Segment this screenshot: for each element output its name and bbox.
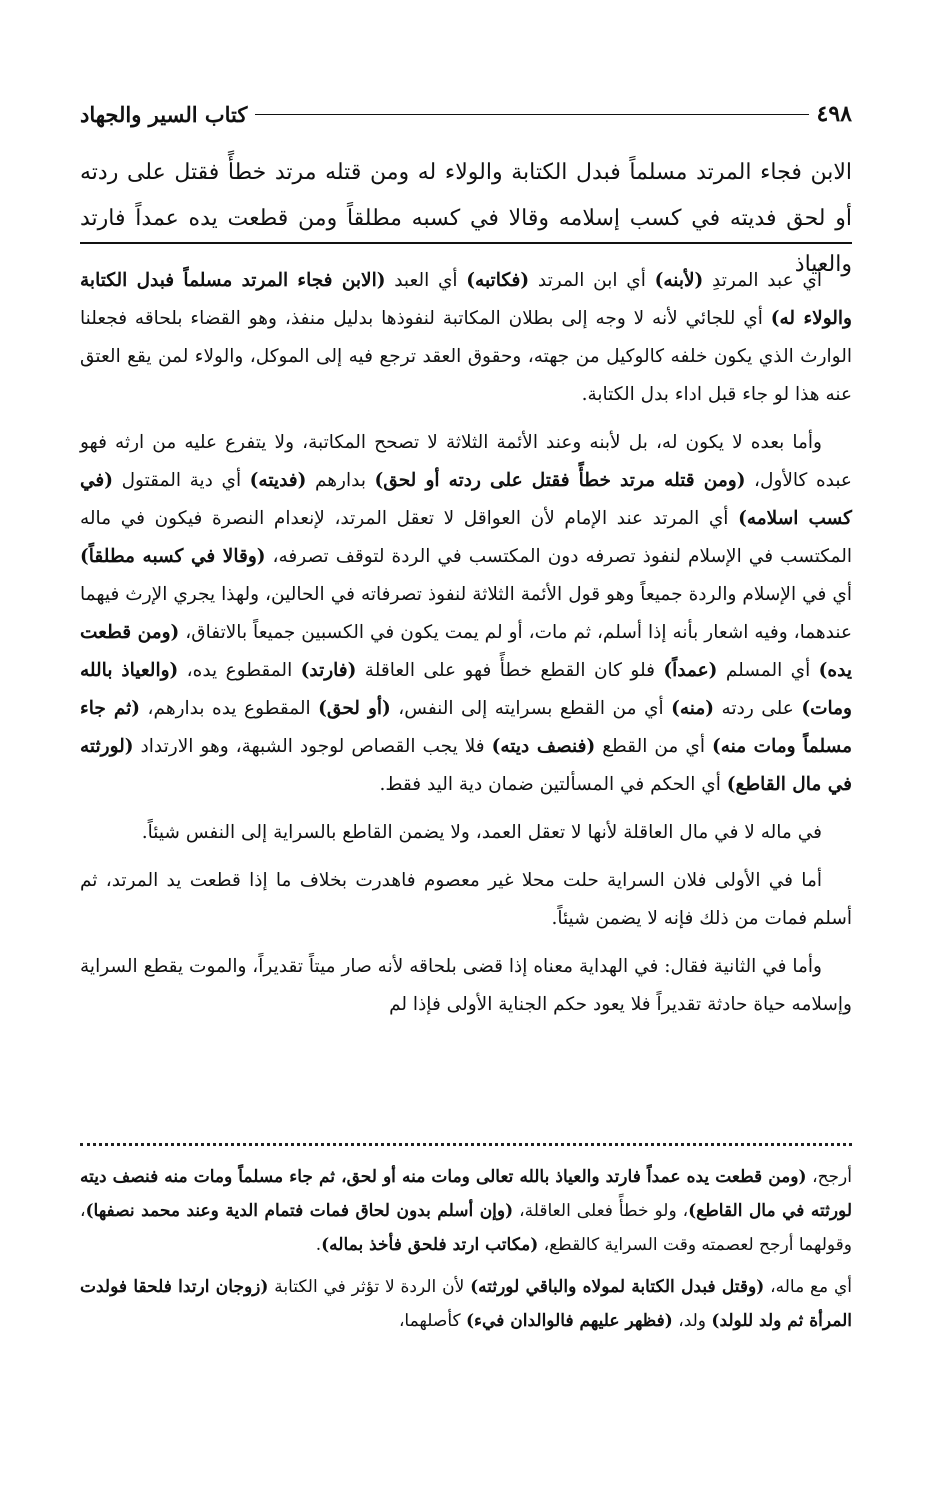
page-header (80, 94, 852, 134)
text-run: أرجح، (806, 1167, 852, 1187)
text-run: ولد، (672, 1311, 712, 1331)
commentary-paragraph-5: وأما في الثانية فقال: في الهداية معناه إذا قضى بلحاقه لأنه صار ميتاً تقديراً، والموت يقطع السراية وإسلامه حياة حادثة تقديراً فلا يعود حكم الجناية الأولى فإذا لم (80, 956, 852, 1015)
text-run: أي ابن المرتد (529, 270, 655, 291)
text-run: أي من القطع بسرايته إلى النفس، (390, 698, 672, 719)
text-run: المقطوع يده بدارهم، (140, 698, 319, 719)
commentary-paragraph-3: في ماله لا في مال العاقلة لأنها لا تعقل العمد، ولا يضمن القاطع بالسراية إلى النفس شيئاً. (141, 822, 822, 843)
text-run: . (315, 1235, 322, 1255)
text-run: أي المسلم (717, 660, 819, 681)
bold-phrase: (فكاتبه) (466, 270, 530, 291)
text-run: فلو كان القطع خطأً فهو على العاقلة (356, 660, 664, 681)
text-run: أي الحكم في المسألتين ضمان دية اليد فقط. (379, 774, 727, 795)
text-run: بدارهم (306, 470, 375, 491)
note-paragraph-2 (80, 1270, 852, 1338)
bold-phrase: (فارتد) (300, 660, 357, 681)
text-run: ، وقولهما أرجح لعصمته وقت السراية كالقطع، (80, 1201, 852, 1255)
margin-notes (80, 1160, 852, 1346)
bold-phrase: (لأبنه) (654, 270, 704, 291)
bold-phrase: (فظهر عليهم فالوالدان فيء) (466, 1311, 673, 1331)
text-run: فلا يجب القصاص لوجود الشبهة، وهو الارتداد (133, 736, 492, 757)
book-title: كتاب السير والجهاد (80, 101, 248, 127)
bold-phrase: (ومن قطعت يده) (80, 622, 852, 681)
text-run: أي للجائي لأنه لا وجه إلى بطلان المكاتبة لنفوذها بدليل منفذ، وهو القضاء بلحاقه فجعلنا الوارث الذي يكون خلفه كالوكيل من جهته، وحقوق العقد ترجع فيه إلى الموكل، والولاء لمن يقع العتق عنه هذا لو جاء قبل اداء بدل الكتابة. (80, 308, 852, 405)
bold-phrase: (ومن قطعت يده عمداً فارتد والعياذ بالله تعالى ومات منه أو لحق، ثم جاء مسلماً ومات منه فنصف ديته لورثته في مال القاطع) (80, 1167, 853, 1221)
text-run: على ردته (714, 698, 802, 719)
page-number: ٤٩٨ (816, 101, 852, 127)
bold-phrase: (منه) (671, 698, 715, 719)
text-run: أي من القطع (595, 736, 712, 757)
text-run: وأما بعده لا يكون له، بل لأبنه وعند الأئمة الثلاثة لا تصحح المكاتبة، ولا يتفرع عليه من ارثه فهو عبده كالأول، (80, 432, 852, 491)
main-text-divider (80, 242, 852, 244)
bold-phrase: (والعياذ بالله ومات) (80, 660, 852, 719)
bold-phrase: (زوجان ارتدا فلحقا فولدت المرأة ثم ولد للولد) (80, 1277, 852, 1331)
commentary-paragraph-4: أما في الأولى فلان السراية حلت محلا غير معصوم فاهدرت بخلاف ما إذا قطعت يد المرتد، ثم أسلم فمات من ذلك فإنه لا يضمن شيئاً. (80, 870, 852, 929)
text-run: لأن الردة لا تؤثر في الكتابة (268, 1277, 471, 1297)
text-run: أي العبد (385, 270, 467, 291)
commentary-paragraph-1 (80, 262, 852, 414)
text-run: أي عبد المرتدِ (703, 270, 822, 291)
bold-phrase: (الابن فجاء المرتد مسلماً فبدل الكتابة والولاء له) (80, 270, 852, 329)
bold-phrase: (فديته) (249, 470, 307, 491)
bold-phrase: (وقتل فبدل الكتابة لمولاه والباقي لورثته) (470, 1277, 765, 1297)
bold-phrase: (وإن أسلم بدون لحاق فمات فتمام الدية وعند محمد نصفها) (85, 1201, 514, 1221)
text-run: أي مع ماله، (764, 1277, 852, 1297)
bold-phrase: (وقالا في كسبه مطلقاً) (80, 546, 266, 567)
text-run: أي في الإسلام والردة جميعاً وهو قول الأئمة الثلاثة لنفوذ تصرفاته في الحالين، ولهذا يجري الإرث فيهما عندهما، وفيه اشعار بأنه إذا أسلم، ثم مات، أو لم يمت يكون في الكسبين جميعاً بالاتفاق، (80, 584, 853, 643)
bold-phrase: (عمداً) (663, 660, 718, 681)
bold-phrase: (فنصف ديته) (491, 736, 596, 757)
bold-phrase: (لورثته في مال القاطع) (80, 736, 852, 795)
main-text: الابن فجاء المرتد مسلماً فبدل الكتابة والولاء له ومن قتله مرتد خطأً فقتل على ردته أو لحق فديته في كسب إسلامه وقالا في كسبه مطلقاً ومن قطعت يده عمداً فارتد والعياذ (80, 160, 852, 277)
commentary (80, 262, 852, 1034)
text-run: أي المرتد عند الإمام لأن العواقل لا تعقل المرتد، لإنعدام النصرة فيكون في ماله المكتسب في الإسلام لنفوذ تصرفه دون المكتسب في الردة لتوقف تصرفه، (80, 508, 852, 567)
text-run: كأصلهما، (398, 1311, 467, 1331)
bold-phrase: (ثم جاء مسلماً ومات منه) (80, 698, 852, 757)
commentary-paragraph-2 (80, 424, 852, 804)
text-run: ، ولو خطأً فعلى العاقلة، (513, 1201, 689, 1221)
bold-phrase: (مكاتب ارتد فلحق فأخذ بماله) (321, 1235, 539, 1255)
text-run: أي دية المقتول (113, 470, 250, 491)
bold-phrase: (أو لحق) (318, 698, 391, 719)
footnote-divider (80, 1143, 852, 1146)
bold-phrase: (ومن قتله مرتد خطأً فقتل على ردته أو لحق) (374, 470, 746, 491)
bold-phrase: (في كسب اسلامه) (80, 470, 852, 529)
header-rule (255, 114, 808, 115)
text-run: المقطوع يده، (178, 660, 301, 681)
note-paragraph-1 (80, 1160, 852, 1262)
